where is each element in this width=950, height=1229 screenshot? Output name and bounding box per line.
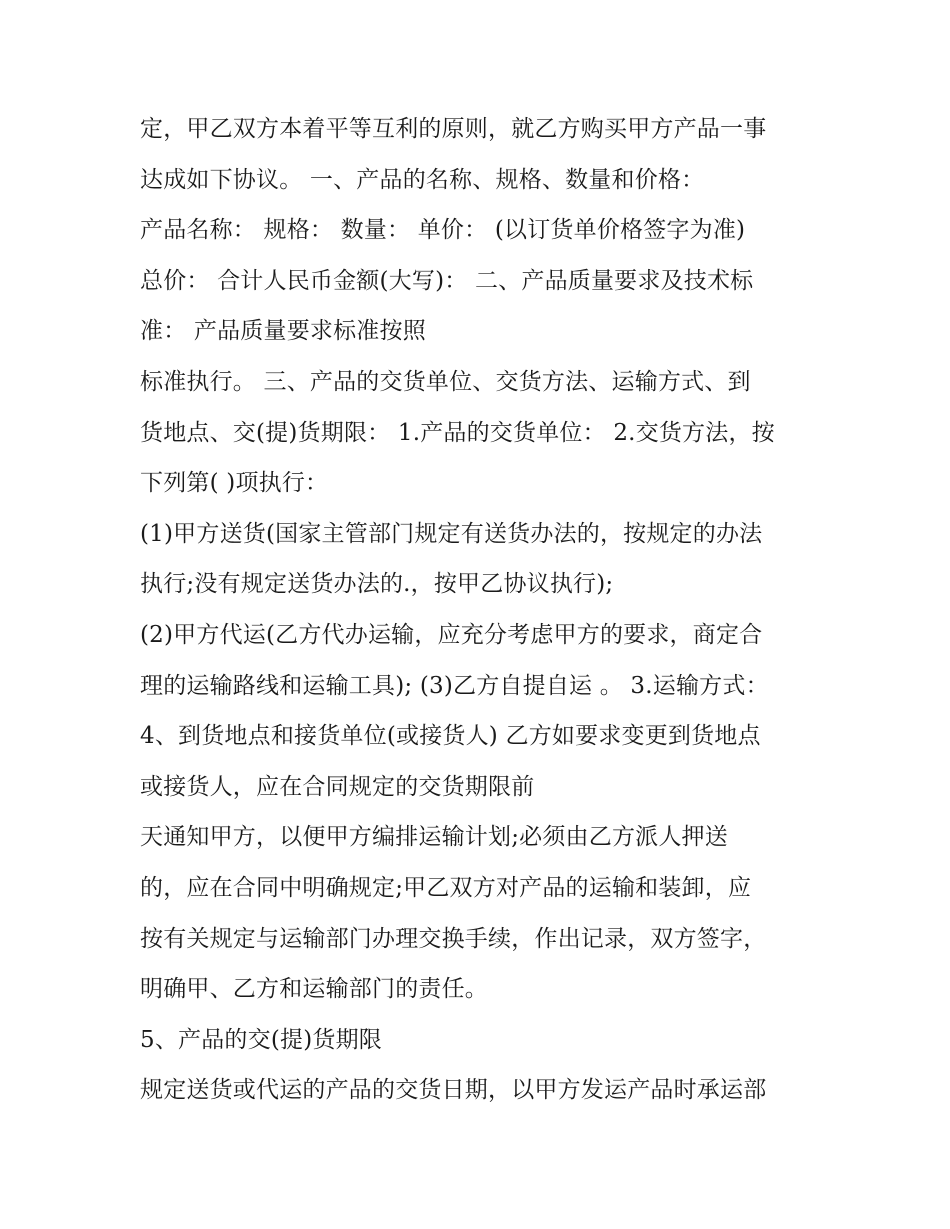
text-line: 天通知甲方，以便甲方编排运输计划;必须由乙方派人押送 — [140, 824, 728, 851]
text-line: 规定送货或代运的产品的交货日期，以甲方发运产品时承运部 — [140, 1077, 767, 1104]
text-line: 货地点、交(提)货期限： 1.产品的交货单位： 2.交货方法，按 — [140, 419, 775, 446]
text-line: 的，应在合同中明确规定;甲乙双方对产品的运输和装卸，应 — [140, 874, 752, 901]
text-line: 理的运输路线和运输工具); (3)乙方自提自运 。 3.运输方式： — [140, 672, 769, 699]
text-line: (2)甲方代运(乙方代办运输，应充分考虑甲方的要求，商定合 — [140, 621, 763, 648]
text-line: 准： 产品质量要求标准按照 — [140, 318, 426, 345]
text-line: 下列第( )项执行： — [140, 470, 329, 497]
text-line: 达成如下协议。 一、产品的名称、规格、数量和价格： — [140, 166, 705, 193]
text-line: 产品名称： 规格： 数量： 单价： (以订货单价格签字为准) — [140, 217, 746, 244]
text-line: 定，甲乙双方本着平等互利的原则，就乙方购买甲方产品一事 — [140, 116, 767, 142]
text-line: 明确甲、乙方和运输部门的责任。 — [140, 976, 488, 1003]
text-line: 或接货人，应在合同规定的交货期限前 — [140, 773, 535, 800]
text-line: 标准执行。 三、产品的交货单位、交货方法、运输方式、到 — [140, 368, 751, 395]
text-line: 执行;没有规定送货办法的.，按甲乙协议执行); — [140, 571, 614, 598]
text-line: 按有关规定与运输部门办理交换手续，作出记录，双方签字， — [140, 925, 767, 952]
document-body — [140, 104, 820, 1116]
text-line: 总价： 合计人民币金额(大写)： 二、产品质量要求及技术标 — [140, 267, 754, 294]
text-line: 5、产品的交(提)货期限 — [140, 1026, 382, 1053]
text-line: 4、到货地点和接货单位(或接货人) 乙方如要求变更到货地点 — [140, 723, 761, 750]
text-line: (1)甲方送货(国家主管部门规定有送货办法的，按规定的办法 — [140, 520, 763, 547]
